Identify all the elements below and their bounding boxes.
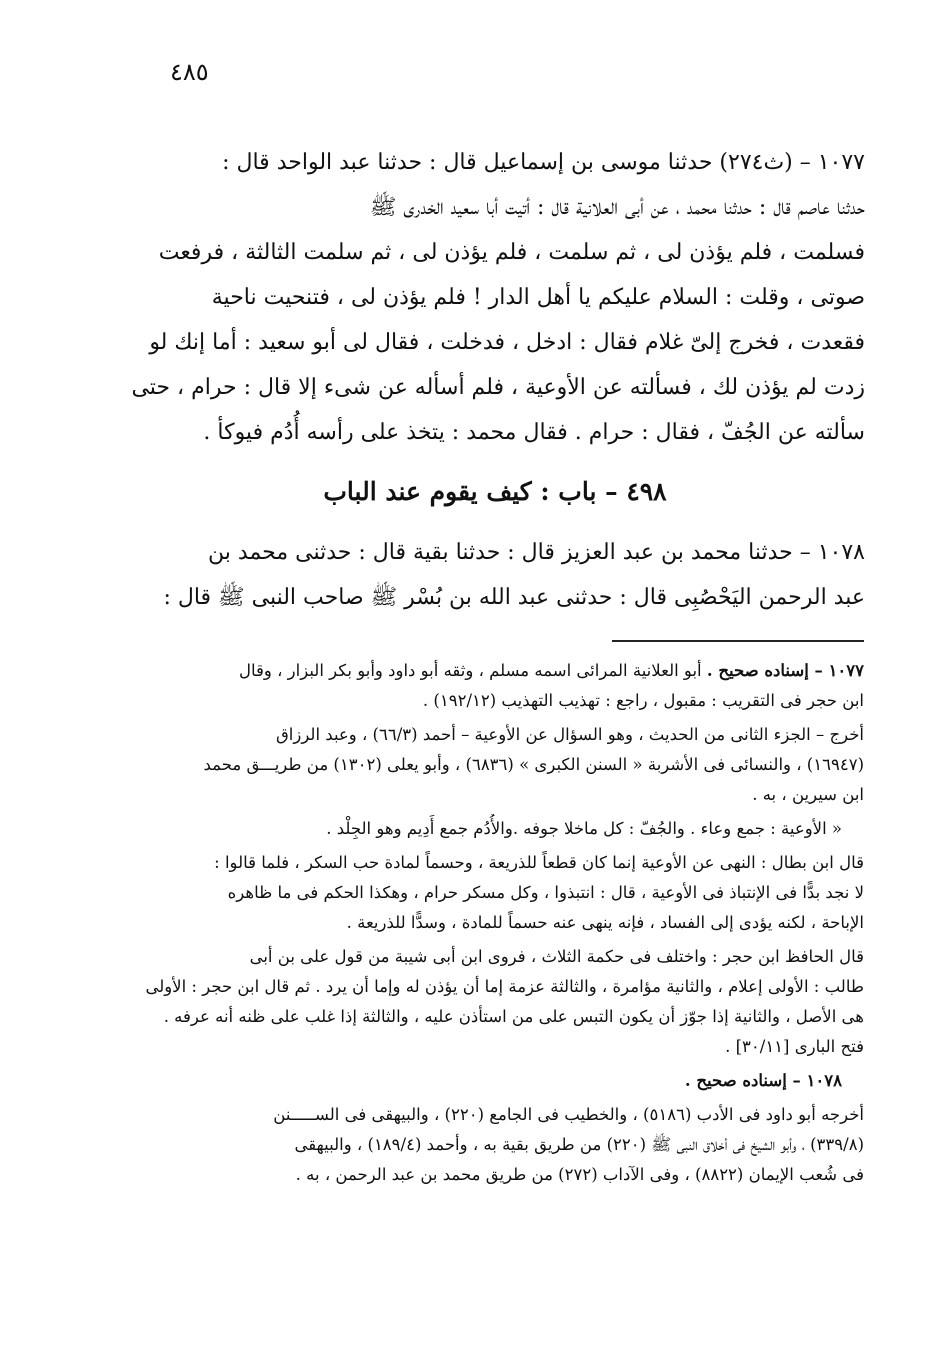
- footnote-text: أبو العلانية المرائى اسمه مسلم ، وثقه أبو داود وأبو بكر البزار ، وقال: [238, 661, 707, 680]
- footnote-line: الإباحة ، لكنه يؤدى إلى الفساد ، فإنه ينهى عنه حسماً للمادة ، وسدًّا للذريعة .: [346, 913, 864, 932]
- footnote-heading: ١٠٧٧ – إسناده صحيح .: [706, 661, 864, 680]
- text-line: سألته عن الجُفّ ، فقال : حرام . فقال محمد : يتخذ على رأسه أُدُم فيوكأ .: [203, 420, 865, 445]
- text-line: ١٠٧٨ – حدثنا محمد بن عبد العزيز قال : حدثنا بقية قال : حدثنى محمد بن: [208, 540, 865, 565]
- page-number: ٤٨٥: [170, 58, 209, 86]
- footnote-line: قال الحافظ ابن حجر : واختلف فى حكمة الثلاث ، فروى ابن أبى شيبة من قول على بن أبى: [249, 947, 864, 966]
- text-line: عبد الرحمن اليَحْصُبِى قال : حدثنى عبد الله بن بُسْر ﷺ صاحب النبى ﷺ قال :: [163, 585, 865, 610]
- text-line: ١٠٧٧ – (ث٢٧٤) حدثنا موسى بن إسماعيل قال : حدثنا عبد الواحد قال :: [222, 150, 865, 175]
- footnote-line: قال ابن بطال : النهى عن الأوعية إنما كان قطعاً للذريعة ، وحسماً لمادة حب السكر ، فلما قالوا :: [214, 853, 864, 872]
- text-line: صوتى ، وقلت : السلام عليكم يا أهل الدار ! فلم يؤذن لى ، فتنحيت ناحية: [211, 285, 865, 310]
- footnote-line: أخرجه أبو داود فى الأدب (٥١٨٦) ، والخطيب فى الجامع (٢٢٠) ، والبيهقى فى الســـــنن: [273, 1105, 864, 1124]
- footnote-paragraph: [140, 942, 864, 1062]
- footnote-line: (٣٣٩/٨) ، وأبو الشيخ فى أخلاق النبى ﷺ (٢٢٠) من طريق بقية به ، وأحمد (١٨٩/٤) ، والبيهقى: [294, 1135, 864, 1154]
- text-line: حدثنا عاصم قال : حدثنا محمد ، عن أبى العلانية قال : أتيت أبا سعيد الخدرى ﷺ: [369, 195, 865, 220]
- footnote-paragraph: [140, 720, 864, 810]
- footnote-line: فتح البارى [٣٠/١١] .: [725, 1037, 864, 1056]
- footnote-line: فى شُعب الإيمان (٨٨٢٢) ، وفى الآداب (٢٧٢) من طريق محمد بن عبد الرحمن ، به .: [295, 1165, 864, 1184]
- footnote-line: لا نجد بدًّا فى الإنتباذ فى الأوعية ، قال : انتبذوا ، وكل مسكر حرام ، وهكذا الحكم فى ما ظاهره: [227, 883, 864, 902]
- footnote-paragraph: [140, 1100, 864, 1190]
- footnotes: [140, 656, 864, 1194]
- footnote-line: [140, 656, 864, 686]
- footnote-line: طالب : الأولى إعلام ، والثانية مؤامرة ، والثالثة عزمة إما أن يؤذن له وإما أن يرد . ثم قال ابن حجر : الأولى: [145, 977, 864, 996]
- text-line: فقعدت ، فخرج إلىّ غلام فقال : ادخل ، فدخلت ، فقال لى أبو سعيد : أما إنك لو: [149, 330, 865, 355]
- text-line: فسلمت ، فلم يؤذن لى ، ثم سلمت ، فلم يؤذن لى ، ثم سلمت الثالثة ، فرفعت: [158, 240, 865, 265]
- footnote-line: هى الأصل ، والثانية إذا جوّز أن يكون التبس على من استأذن عليه ، والثالثة إذا غلب على ظنه أنه عرفه .: [163, 1007, 864, 1026]
- footnote-line: (١٦٩٤٧) ، والنسائى فى الأشربة « السنن الكبرى » (٦٨٣٦) ، وأبو يعلى (١٣٠٢) من طريـــق محمد: [203, 755, 864, 774]
- hadith-1077: [125, 140, 865, 455]
- chapter-title: ٤٩٨ – باب : كيف يقوم عند الباب: [323, 477, 667, 506]
- footnote-line: أخرج – الجزء الثانى من الحديث ، وهو السؤال عن الأوعية – أحمد (٦٦/٣) ، وعبد الرزاق: [275, 725, 864, 744]
- footnote-1078: [140, 1066, 864, 1096]
- footnote-1077: [140, 656, 864, 716]
- footnote-divider: [612, 640, 864, 642]
- text-line: زدت لم يؤذن لك ، فسألته عن الأوعية ، فلم أسأله عن شىء إلا قال : حرام ، حتى: [131, 375, 865, 400]
- footnote-line: ابن سيرين ، به .: [752, 785, 864, 804]
- footnote-paragraph: [140, 848, 864, 938]
- footnote-paragraph: [140, 814, 864, 844]
- footnote-line: « الأوعية : جمع وعاء . والجُفّ : كل ماخلا جوفه .والأُدُم جمع أَدِيم وهو الجِلْد .: [326, 819, 842, 838]
- hadith-1078: [125, 530, 865, 620]
- footnote-heading: ١٠٧٨ – إسناده صحيح .: [684, 1071, 842, 1090]
- footnote-line: ابن حجر فى التقريب : مقبول ، راجع : تهذيب التهذيب (١٩٢/١٢) .: [422, 691, 864, 710]
